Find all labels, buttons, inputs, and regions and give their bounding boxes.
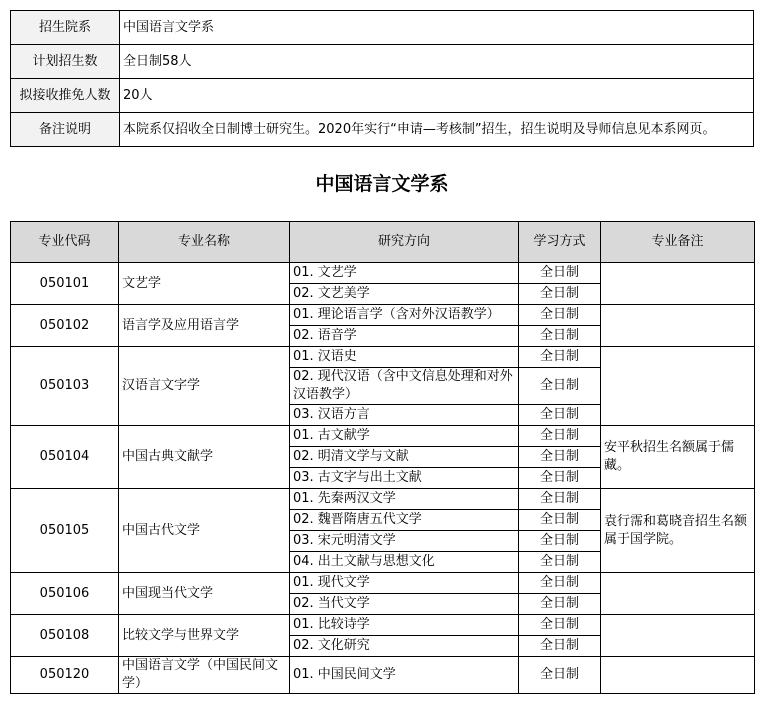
direction-cell: 01. 中国民间文学	[290, 657, 519, 694]
info-value: 全日制58人	[120, 45, 754, 79]
major-name: 中国语言文学（中国民间文学）	[119, 657, 290, 694]
info-row	[11, 113, 754, 147]
direction-cell: 02. 明清文学与文献	[290, 447, 519, 468]
majors-table	[10, 221, 755, 694]
info-label: 计划招生数	[11, 45, 120, 79]
mode-cell: 全日制	[519, 368, 601, 405]
mode-cell: 全日制	[519, 657, 601, 694]
major-name: 中国古代文学	[119, 489, 290, 573]
mode-cell: 全日制	[519, 426, 601, 447]
header-mode: 学习方式	[519, 222, 601, 263]
major-name: 比较文学与世界文学	[119, 615, 290, 657]
direction-cell: 02. 当代文学	[290, 594, 519, 615]
info-label: 备注说明	[11, 113, 120, 147]
major-name: 语言学及应用语言学	[119, 305, 290, 347]
major-code: 050101	[11, 263, 119, 305]
major-note	[601, 263, 755, 305]
mode-cell: 全日制	[519, 552, 601, 573]
mode-cell: 全日制	[519, 263, 601, 284]
mode-cell: 全日制	[519, 405, 601, 426]
major-note	[601, 573, 755, 615]
mode-cell: 全日制	[519, 284, 601, 305]
direction-cell: 01. 先秦两汉文学	[290, 489, 519, 510]
table-row	[11, 263, 755, 284]
major-name: 文艺学	[119, 263, 290, 305]
direction-cell: 03. 古文字与出土文献	[290, 468, 519, 489]
major-code: 050106	[11, 573, 119, 615]
table-row	[11, 657, 755, 694]
direction-cell: 02. 文艺美学	[290, 284, 519, 305]
major-note	[601, 347, 755, 426]
direction-cell: 02. 魏晋隋唐五代文学	[290, 510, 519, 531]
info-table	[10, 10, 754, 147]
header-code: 专业代码	[11, 222, 119, 263]
major-note	[601, 305, 755, 347]
mode-cell: 全日制	[519, 531, 601, 552]
major-code: 050108	[11, 615, 119, 657]
direction-cell: 03. 宋元明清文学	[290, 531, 519, 552]
major-name: 中国古典文献学	[119, 426, 290, 489]
major-code: 050103	[11, 347, 119, 426]
table-row	[11, 573, 755, 594]
table-row	[11, 305, 755, 326]
info-row	[11, 11, 754, 45]
direction-cell: 02. 现代汉语（含中文信息处理和对外汉语教学）	[290, 368, 519, 405]
mode-cell: 全日制	[519, 447, 601, 468]
major-code: 050102	[11, 305, 119, 347]
mode-cell: 全日制	[519, 636, 601, 657]
mode-cell: 全日制	[519, 468, 601, 489]
direction-cell: 01. 现代文学	[290, 573, 519, 594]
info-value: 20人	[120, 79, 754, 113]
mode-cell: 全日制	[519, 489, 601, 510]
major-note	[601, 615, 755, 657]
major-code: 050104	[11, 426, 119, 489]
direction-cell: 01. 文艺学	[290, 263, 519, 284]
mode-cell: 全日制	[519, 347, 601, 368]
direction-cell: 01. 汉语史	[290, 347, 519, 368]
direction-cell: 03. 汉语方言	[290, 405, 519, 426]
page-title: 中国语言文学系	[315, 173, 449, 195]
direction-cell: 01. 比较诗学	[290, 615, 519, 636]
header-note: 专业备注	[601, 222, 755, 263]
header-row	[11, 222, 755, 263]
direction-cell: 01. 古文献学	[290, 426, 519, 447]
major-note: 袁行霈和葛晓音招生名额属于国学院。	[601, 489, 755, 573]
direction-cell: 04. 出土文献与思想文化	[290, 552, 519, 573]
info-value: 本院系仅招收全日制博士研究生。2020年实行“申请—考核制”招生，招生说明及导师信息见本系网页。	[120, 113, 754, 147]
header-direction: 研究方向	[290, 222, 519, 263]
major-code: 050120	[11, 657, 119, 694]
table-row	[11, 615, 755, 636]
info-row	[11, 79, 754, 113]
major-note: 安平秋招生名额属于儒藏。	[601, 426, 755, 489]
header-name: 专业名称	[119, 222, 290, 263]
mode-cell: 全日制	[519, 326, 601, 347]
info-label: 拟接收推免人数	[11, 79, 120, 113]
info-label: 招生院系	[11, 11, 120, 45]
direction-cell: 02. 语音学	[290, 326, 519, 347]
major-code: 050105	[11, 489, 119, 573]
mode-cell: 全日制	[519, 615, 601, 636]
table-row	[11, 347, 755, 368]
mode-cell: 全日制	[519, 510, 601, 531]
mode-cell: 全日制	[519, 594, 601, 615]
table-row	[11, 489, 755, 510]
direction-cell: 01. 理论语言学（含对外汉语教学）	[290, 305, 519, 326]
major-note	[601, 657, 755, 694]
mode-cell: 全日制	[519, 305, 601, 326]
table-row	[11, 426, 755, 447]
major-name: 中国现当代文学	[119, 573, 290, 615]
mode-cell: 全日制	[519, 573, 601, 594]
major-name: 汉语言文字学	[119, 347, 290, 426]
info-row	[11, 45, 754, 79]
direction-cell: 02. 文化研究	[290, 636, 519, 657]
info-value: 中国语言文学系	[120, 11, 754, 45]
